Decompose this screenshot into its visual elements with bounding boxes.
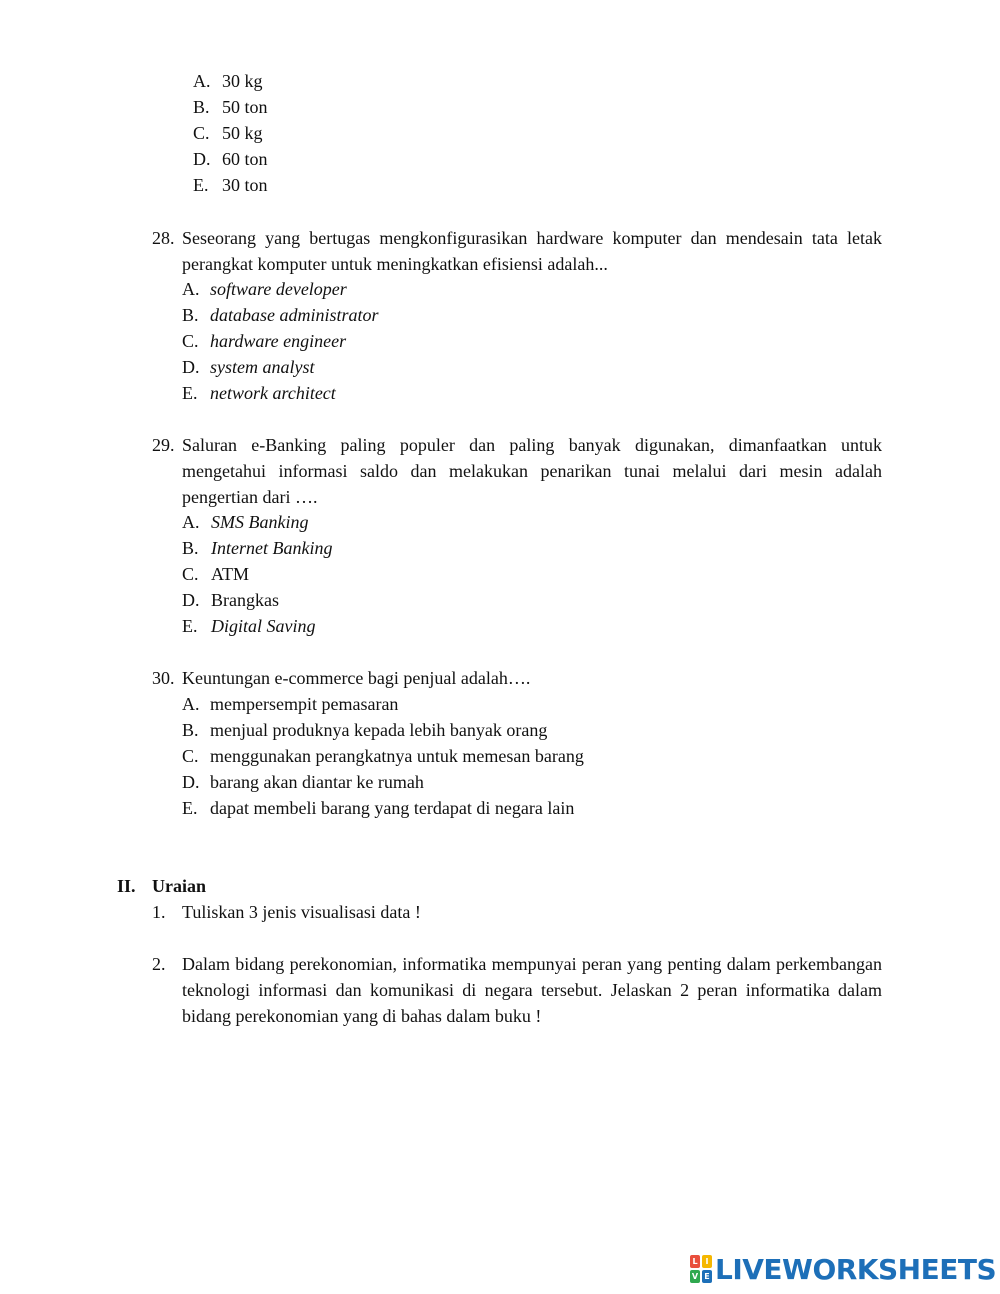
- live-icon-v: V: [691, 1272, 699, 1281]
- q28-option-d-letter: D.: [182, 357, 200, 377]
- q29-option-b-letter: B.: [182, 538, 199, 558]
- q27-option-b-letter: B.: [193, 97, 210, 117]
- q28-option-a-letter: A.: [182, 279, 200, 299]
- q27-option-a: 30 kg: [222, 71, 263, 91]
- q30-option-b-letter: B.: [182, 720, 199, 740]
- q30-option-b: menjual produknya kepada lebih banyak orang: [210, 720, 548, 740]
- q28-option-b: database administrator: [210, 305, 379, 325]
- q27-option-a-letter: A.: [193, 71, 211, 91]
- q30-option-a-letter: A.: [182, 694, 200, 714]
- q29-option-c: ATM: [211, 564, 250, 584]
- q27-option-c: 50 kg: [222, 123, 263, 143]
- essay-2-text: Dalam bidang perekonomian, informatika mempunyai peran yang penting dalam perkembangan teknologi informasi dan komunikasi di negara tersebut. Jelaskan 2 peran informatika dalam bidang perekonomian yang di bahas dalam buku !: [182, 954, 882, 1026]
- q28-number: 28.: [152, 228, 175, 248]
- q27-option-e: 30 ton: [222, 175, 268, 195]
- q29-number: 29.: [152, 435, 175, 455]
- section-title: Uraian: [152, 876, 206, 896]
- q29-option-e: Digital Saving: [211, 616, 316, 636]
- q30-option-d: barang akan diantar ke rumah: [210, 772, 424, 792]
- q29-option-d: Brangkas: [211, 590, 279, 610]
- q30-text: Keuntungan e-commerce bagi penjual adalah….: [182, 668, 531, 688]
- q29-option-e-letter: E.: [182, 616, 198, 636]
- q29-option-d-letter: D.: [182, 590, 200, 610]
- q30-option-a: mempersempit pemasaran: [210, 694, 399, 714]
- q27-option-c-letter: C.: [193, 123, 210, 143]
- q28-option-c-letter: C.: [182, 331, 199, 351]
- essay-1-text: Tuliskan 3 jenis visualisasi data !: [182, 902, 421, 922]
- q29-text: Saluran e-Banking paling populer dan paling banyak digunakan, dimanfaatkan untuk mengetahui informasi saldo dan melakukan penarikan tunai melalui dari mesin adalah pengertian dari ….: [182, 435, 882, 507]
- q27-option-d: 60 ton: [222, 149, 268, 169]
- q30-option-c-letter: C.: [182, 746, 199, 766]
- q28-option-b-letter: B.: [182, 305, 199, 325]
- q27-option-e-letter: E.: [193, 175, 209, 195]
- live-icon-i: I: [702, 1255, 712, 1268]
- q28-option-e: network architect: [210, 383, 336, 403]
- q29-option-a-letter: A.: [182, 512, 200, 532]
- essay-1-number: 1.: [152, 902, 166, 922]
- live-icon-e: E: [702, 1270, 712, 1283]
- q30-option-d-letter: D.: [182, 772, 200, 792]
- q28-option-c: hardware engineer: [210, 331, 347, 351]
- q30-option-c: menggunakan perangkatnya untuk memesan barang: [210, 746, 584, 766]
- q28-text: Seseorang yang bertugas mengkonfigurasikan hardware komputer dan mendesain tata letak perangkat komputer untuk meningkatkan efisiensi adalah...: [182, 228, 882, 274]
- q28-option-a: software developer: [210, 279, 347, 299]
- q27-option-d-letter: D.: [193, 149, 211, 169]
- q29-option-b: Internet Banking: [211, 538, 333, 558]
- live-icon-l: L: [690, 1255, 700, 1268]
- q28-option-e-letter: E.: [182, 383, 198, 403]
- essay-2-number: 2.: [152, 954, 166, 974]
- liveworksheets-logo: [690, 1252, 996, 1286]
- section-numeral: II.: [117, 876, 136, 896]
- q30-option-e: dapat membeli barang yang terdapat di negara lain: [210, 798, 575, 818]
- q29-option-a: SMS Banking: [211, 512, 309, 532]
- live-icon: [690, 1255, 712, 1283]
- q30-number: 30.: [152, 668, 175, 688]
- q30-option-e-letter: E.: [182, 798, 198, 818]
- q28-option-d: system analyst: [210, 357, 315, 377]
- q27-option-b: 50 ton: [222, 97, 268, 117]
- logo-text: LIVEWORKSHEETS: [715, 1252, 997, 1286]
- q29-option-c-letter: C.: [182, 564, 199, 584]
